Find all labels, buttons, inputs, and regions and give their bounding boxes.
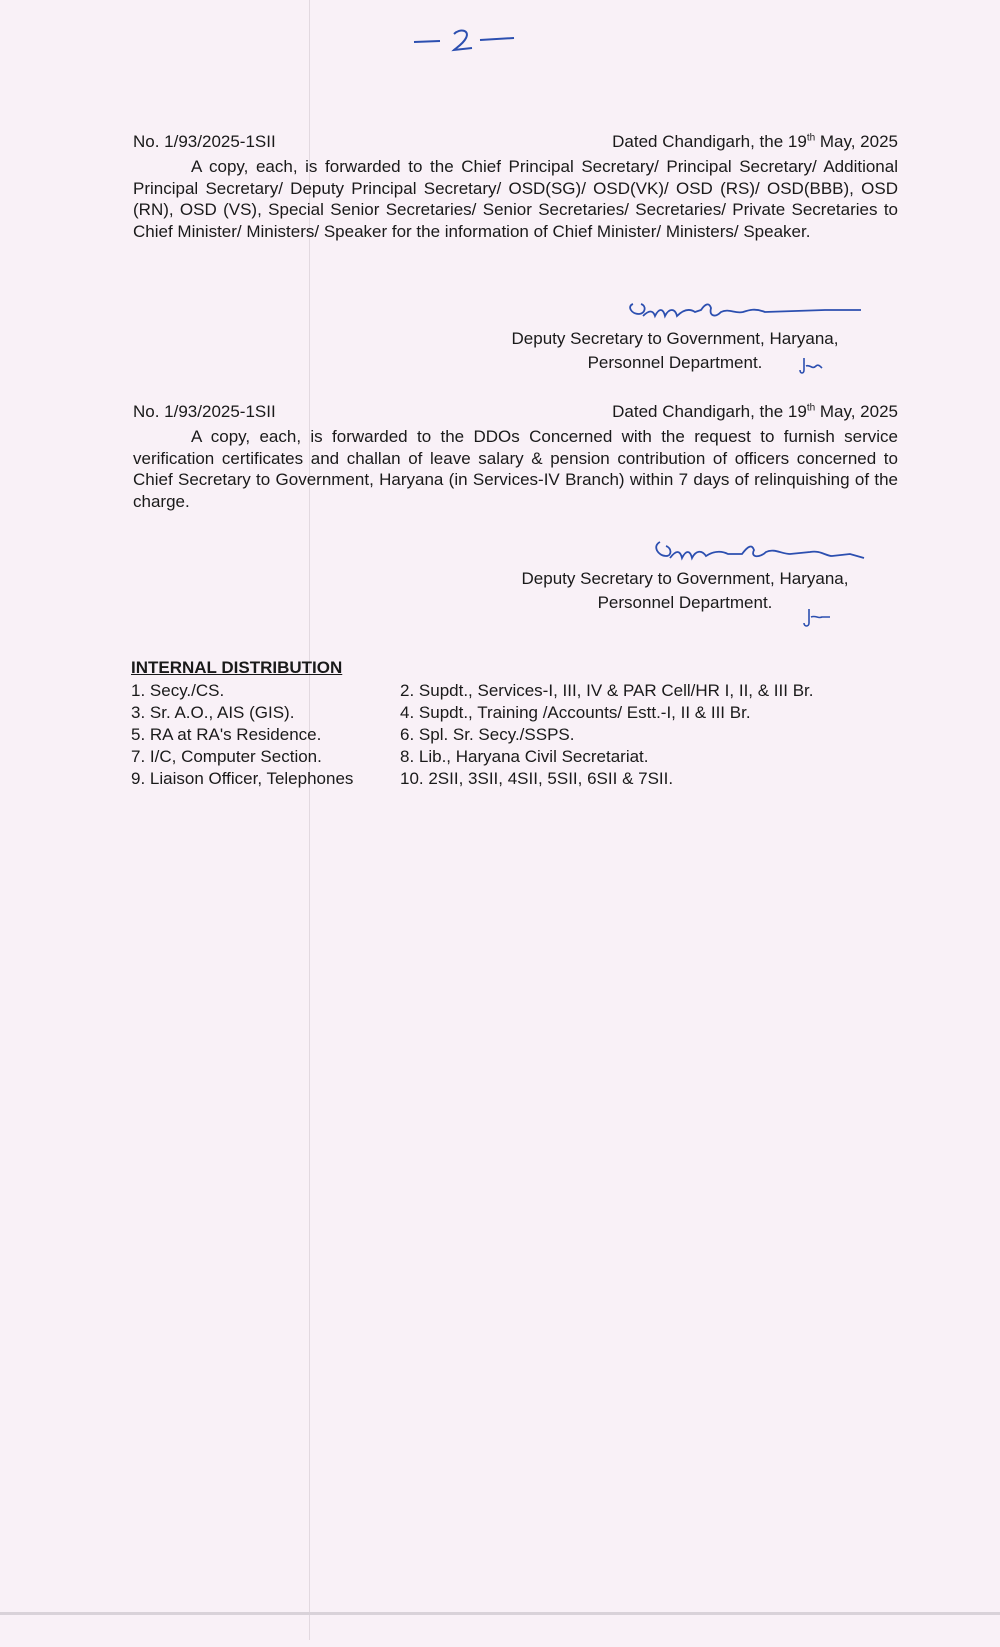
signatory-designation-2: Deputy Secretary to Government, Haryana,: [521, 569, 849, 588]
reference-row-2: [133, 402, 898, 422]
signatory-department-1: Personnel Department.: [587, 353, 763, 372]
initials-1: [798, 356, 824, 376]
reference-number-2: No. 1/93/2025-1SII: [133, 402, 276, 421]
distribution-item: 9. Liaison Officer, Telephones: [131, 769, 354, 788]
distribution-item: 3. Sr. A.O., AIS (GIS).: [131, 703, 295, 722]
handwritten-page-number: [410, 26, 520, 52]
signature-2: [650, 536, 880, 568]
distribution-row: [131, 680, 911, 702]
forwarding-paragraph-1: A copy, each, is forwarded to the Chief Principal Secretary/ Principal Secretary/ Additional Principal Secretary/ Deputy Principal Secretary/ OSD(SG)/ OSD(VK)/ OSD (RS)/ OSD(BBB), OSD (RN), OSD (VS), Special Senior Secretaries/ Senior Secretaries/ Secretaries/ Private Secretaries to Chief Minister/ Ministers/ Speaker for the information of Chief Minister/ Ministers/ Speaker.: [133, 157, 898, 241]
distribution-item: 10. 2SII, 3SII, 4SII, 5SII, 6SII & 7SII.: [400, 769, 674, 788]
distribution-item: 4. Supdt., Training /Accounts/ Estt.-I, II & III Br.: [400, 703, 751, 722]
distribution-row: [131, 768, 911, 790]
reference-number-1: No. 1/93/2025-1SII: [133, 132, 276, 151]
signature-1: [625, 296, 865, 326]
signatory-designation-1: Deputy Secretary to Government, Haryana,: [511, 329, 839, 348]
dated-line-1: Dated Chandigarh, the 19th May, 2025: [612, 132, 898, 151]
initials-2: [802, 607, 832, 627]
distribution-item: 2. Supdt., Services-I, III, IV & PAR Cell/HR I, II, & III Br.: [400, 681, 814, 700]
distribution-item: 1. Secy./CS.: [131, 681, 225, 700]
page-edge: [0, 1612, 1000, 1615]
distribution-heading: INTERNAL DISTRIBUTION: [131, 658, 343, 677]
dated-line-2: Dated Chandigarh, the 19th May, 2025: [612, 402, 898, 421]
distribution-item: 7. I/C, Computer Section.: [131, 747, 322, 766]
distribution-item: 5. RA at RA's Residence.: [131, 725, 322, 744]
distribution-row: [131, 702, 911, 724]
distribution-item: 8. Lib., Haryana Civil Secretariat.: [400, 747, 649, 766]
fold-line: [309, 0, 310, 1640]
signatory-department-2: Personnel Department.: [597, 593, 773, 612]
distribution-row: [131, 746, 911, 768]
distribution-list: [131, 680, 911, 790]
distribution-row: [131, 724, 911, 746]
forwarding-paragraph-2: A copy, each, is forwarded to the DDOs Concerned with the request to furnish service verification certificates and challan of leave salary & pension contribution of officers concerned to Chief Secretary to Government, Haryana (in Services-IV Branch) within 7 days of relinquishing of the charge.: [133, 427, 898, 511]
signatory-block-2: [475, 567, 895, 615]
distribution-item: 6. Spl. Sr. Secy./SSPS.: [400, 725, 575, 744]
reference-row-1: [133, 132, 898, 152]
